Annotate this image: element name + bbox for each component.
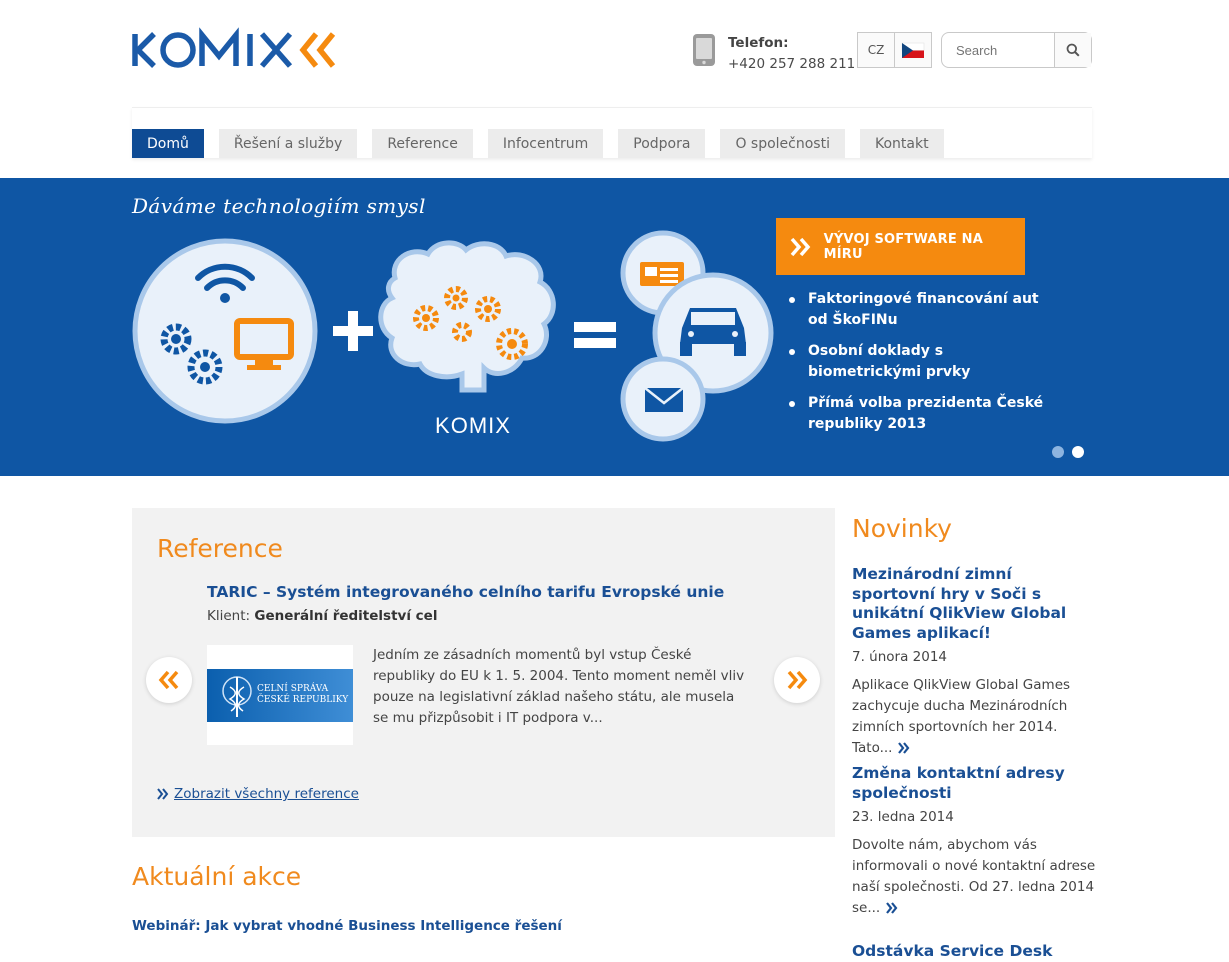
all-references-link[interactable]: Zobrazit všechny reference [174,786,359,802]
news-title[interactable]: Mezinárodní zimní sportovní hry v Soči s unikátní QlikView Global Games aplikací! [852,565,1067,642]
news-title[interactable]: Odstávka Service Desk [852,942,1053,960]
news-excerpt [852,835,1097,919]
language-switcher[interactable] [857,32,932,68]
reference-excerpt: Jedním ze zásadních momentů byl vstup České republiky do EU k 1. 5. 2004. Tento moment neměl vliv pouze na legislativní základ našeho státu, ale musela se mu přizpůsobit i IT podpora v... [373,647,745,726]
customs-logo-image [207,669,353,722]
plus-icon [333,311,373,351]
nav-item-solutions[interactable]: Řešení a služby [219,129,357,158]
reference-project-title[interactable]: TARIC – Systém integrovaného celního tarifu Evropské unie [207,583,725,601]
reference-client [207,608,437,624]
previous-reference-button[interactable] [146,657,192,703]
hero-tagline: Dáváme technologiím smysl [132,194,426,218]
search-box [941,32,1092,68]
news-item [852,942,1097,962]
action-item-link[interactable]: Webinář: Jak vybrat vhodné Business Intelligence řešení [132,918,562,934]
hero-highlight-item[interactable]: Přímá volba prezidenta České republiky 2013 [789,393,1059,435]
double-chevron-right-icon [157,788,169,800]
mobile-phone-icon [692,33,716,67]
news-date: 23. ledna 2014 [852,809,954,825]
brain-gears-icon [381,243,554,438]
nav-item-home[interactable]: Domů [132,129,204,158]
news-excerpt-text: Aplikace QlikView Global Games zachycuje ducha Mezinárodních zimních sportovních her 2014. Tato... [852,677,1071,756]
czech-flag-icon[interactable] [895,33,931,67]
news-excerpt [852,675,1097,759]
actions-heading: Aktuální akce [132,862,302,891]
read-more-icon[interactable] [897,741,911,755]
reference-thumbnail[interactable] [207,645,353,745]
customs-logo-line1: CELNÍ SPRÁVA [257,683,329,694]
news-item [852,565,1097,759]
all-references [157,786,359,802]
language-code[interactable]: CZ [858,33,895,67]
cta-label: VÝVOJ SOFTWARE NA MÍRU [823,231,984,262]
news-title[interactable]: Změna kontaktní adresy společnosti [852,764,1065,802]
hero-highlight-item[interactable]: Osobní doklady s biometrickými prvky [789,341,1059,383]
news-heading: Novinky [852,514,952,543]
hero-logo-text: KOMIX [435,413,511,438]
equals-icon [574,322,616,348]
double-chevron-left-icon [158,670,180,690]
custom-software-button[interactable] [776,218,1025,275]
hero-highlight-item[interactable]: Faktoringové financování aut od ŠkoFINu [789,289,1059,331]
search-input[interactable] [942,33,1054,67]
hero-banner [0,178,1229,476]
reference-heading: Reference [157,534,283,563]
reference-panel [132,508,835,837]
next-reference-button[interactable] [774,657,820,703]
news-date: 7. února 2014 [852,649,948,665]
hero-illustration [0,178,780,476]
double-chevron-right-icon [786,670,808,690]
phone-label: Telefon: [728,35,789,51]
applications-circle-icon [623,233,771,439]
search-button[interactable] [1054,33,1091,67]
nav-item-contact[interactable]: Kontakt [860,129,944,158]
nav-item-about[interactable]: O společnosti [720,129,845,158]
double-chevron-right-icon [776,237,824,257]
nav-item-references[interactable]: Reference [372,129,473,158]
client-label: Klient: [207,608,251,624]
hero-highlights [789,289,1059,445]
phone-number[interactable]: +420 257 288 211 [728,56,856,72]
customs-logo-line2: ČESKÉ REPUBLIKY [257,694,349,705]
nav-item-support[interactable]: Podpora [618,129,705,158]
client-name: Generální ředitelství cel [254,608,438,624]
read-more-icon[interactable] [885,901,899,915]
main-navigation [132,107,1092,158]
phone-contact [692,33,855,75]
komix-logo[interactable] [132,32,352,68]
slide-dot-2[interactable] [1072,446,1084,458]
news-item [852,764,1097,919]
news-excerpt-text: Dovolte nám, abychom vás informovali o nové kontaktní adrese naší společnosti. Od 27. ledna 2014 se... [852,837,1096,916]
nav-item-infocenter[interactable]: Infocentrum [488,129,603,158]
technology-circle-icon [135,241,315,421]
slide-dot-1[interactable] [1052,446,1064,458]
slider-pagination [1052,446,1084,458]
search-icon [1066,43,1080,57]
